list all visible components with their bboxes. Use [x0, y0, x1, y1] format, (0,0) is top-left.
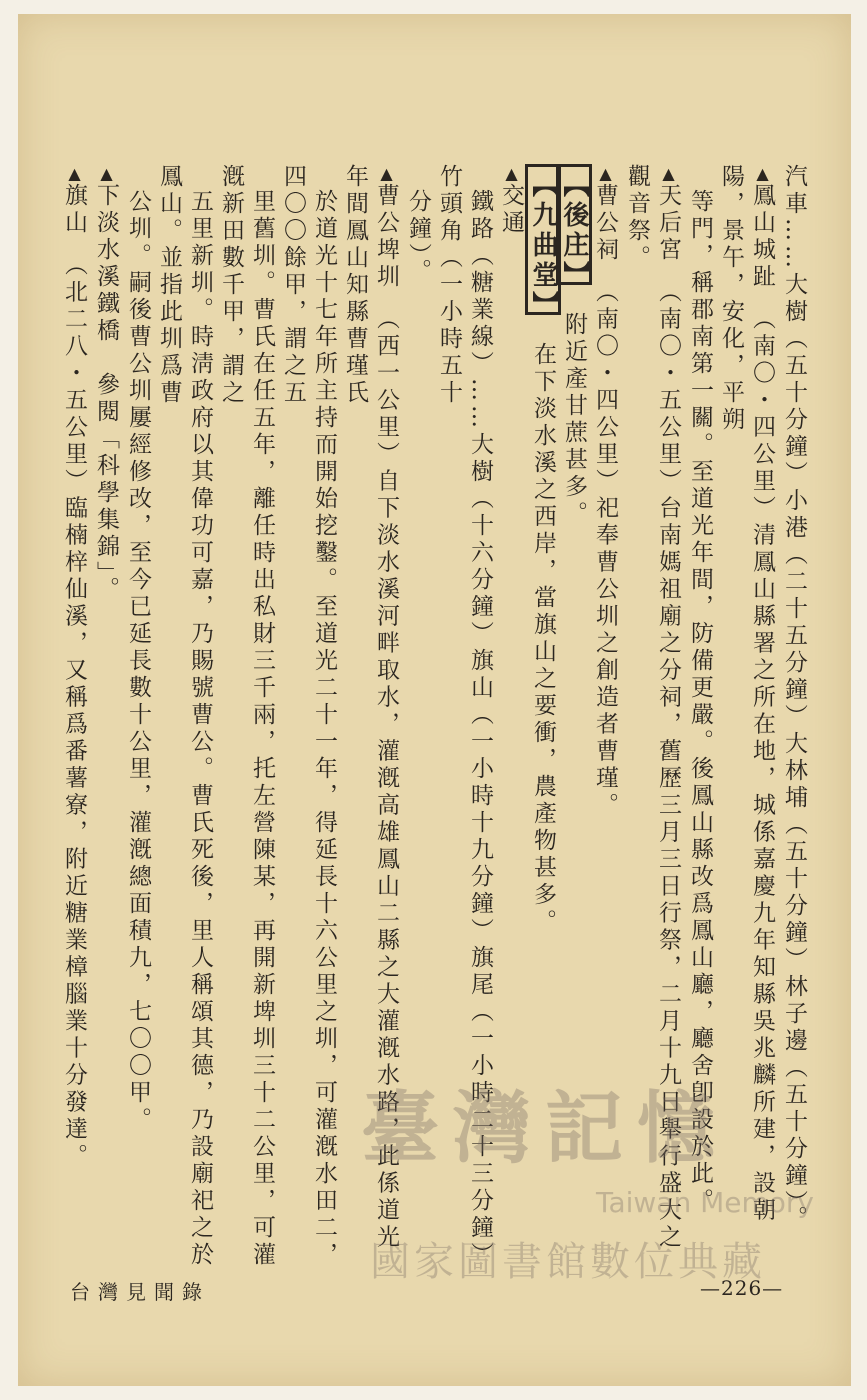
line-text: 鳳山城趾 （南〇・四公里）清鳳山縣署之所在地，城係嘉慶九年知縣吳兆麟所建，設朝陽，景午，安化，平朔: [718, 164, 775, 1225]
text-column: [90, 164, 122, 1274]
line-text: 附近產甘蔗甚多。: [561, 312, 587, 528]
triangle-bullet-icon: ▲: [97, 164, 116, 183]
line-text: 汽車……大樹（五十分鐘）小港（二十五分鐘）大林埔（五十分鐘）林子邊（五十分鐘）。: [781, 164, 807, 1233]
scanned-page: [18, 14, 851, 1386]
watermark-taiwan-memory-en: Taiwan Memory: [596, 1186, 814, 1219]
line-text: 下淡水溪鐵橋 參閱「科學集錦」。: [93, 183, 119, 604]
page-number: —226—: [700, 1276, 784, 1300]
line-text: 鐵路（糖業線）……大樹（十六分鐘）旗山（一小時十九分鐘）旗尾（一小時二十三分鐘）竹頭角（一小時五十: [436, 164, 493, 1270]
watermark-library-name: 國家圖書館數位典藏: [370, 1239, 766, 1285]
line-text: 在下淡水溪之西岸，當旗山之要衝，農產物甚多。: [530, 342, 556, 936]
triangle-bullet-icon: ▲: [659, 164, 678, 183]
text-column: [153, 164, 215, 1274]
watermark-taiwan-memory-cn: 臺灣記憶: [361, 1083, 730, 1174]
triangle-bullet-icon: ▲: [65, 164, 84, 183]
line-text: 交通: [498, 183, 524, 237]
section-heading: 【九曲堂】: [525, 164, 561, 315]
book-title-footer: 台灣見聞錄: [70, 1280, 210, 1304]
triangle-bullet-icon: ▲: [377, 164, 396, 183]
text-column: [215, 164, 277, 1274]
line-text: 里舊圳。曹氏在任五年，離任時出私財三千兩，托左營陳某，再開新埤圳三十二公里，可灌漑新田數千甲，謂之: [218, 164, 275, 1270]
text-column: [778, 164, 809, 1274]
line-text: 天后宮 （南〇・五公里）台南媽祖廟之分祠，舊歷三月三日行祭，二月十九日舉行盛大之觀音祭。: [624, 164, 681, 1252]
line-text: 公圳。嗣後曹公圳屢經修改，至今已延長數十公里，灌漑總面積九，七〇〇甲。: [125, 189, 151, 1135]
line-text: 等門，稱郡南第一關。至道光年間，防備更嚴。後鳳山縣改爲鳳山廳，廳舍卽設於此。: [687, 189, 713, 1216]
line-text: 五里新圳。時淸政府以其偉功可嘉，乃賜號曹公。曹氏死後，里人稱頌其德，乃設廟祀之於鳳山。並指此圳爲曹: [156, 164, 213, 1270]
line-text: 於道光十七年所主持而開始挖鑿。至道光二十一年，得延長十六公里之圳，可灌漑水田二，四〇〇餘甲，謂之五: [280, 164, 337, 1270]
triangle-bullet-icon: ▲: [596, 164, 615, 183]
section-heading: 【後庄】: [556, 164, 592, 285]
text-column: [277, 164, 339, 1274]
line-text: 旗山 （北二八・五公里）臨楠梓仙溪，又稱爲番薯寮，附近糖業樟腦業十分發達。: [61, 183, 87, 1171]
text-column: [58, 164, 90, 1274]
text-column: [122, 164, 153, 1274]
triangle-bullet-icon: ▲: [753, 164, 772, 183]
line-text: 分鐘）。: [405, 189, 431, 286]
line-text: 曹公埤圳 （西一公里）自下淡水溪河畔取水，灌漑高雄鳳山二縣之大灌漑水路，此係道光年間鳳山知縣曹瑾氏: [342, 164, 399, 1252]
triangle-bullet-icon: ▲: [502, 164, 521, 183]
line-text: 曹公祠 （南〇・四公里）祀奉曹公圳之創造者曹瑾。: [592, 183, 618, 820]
